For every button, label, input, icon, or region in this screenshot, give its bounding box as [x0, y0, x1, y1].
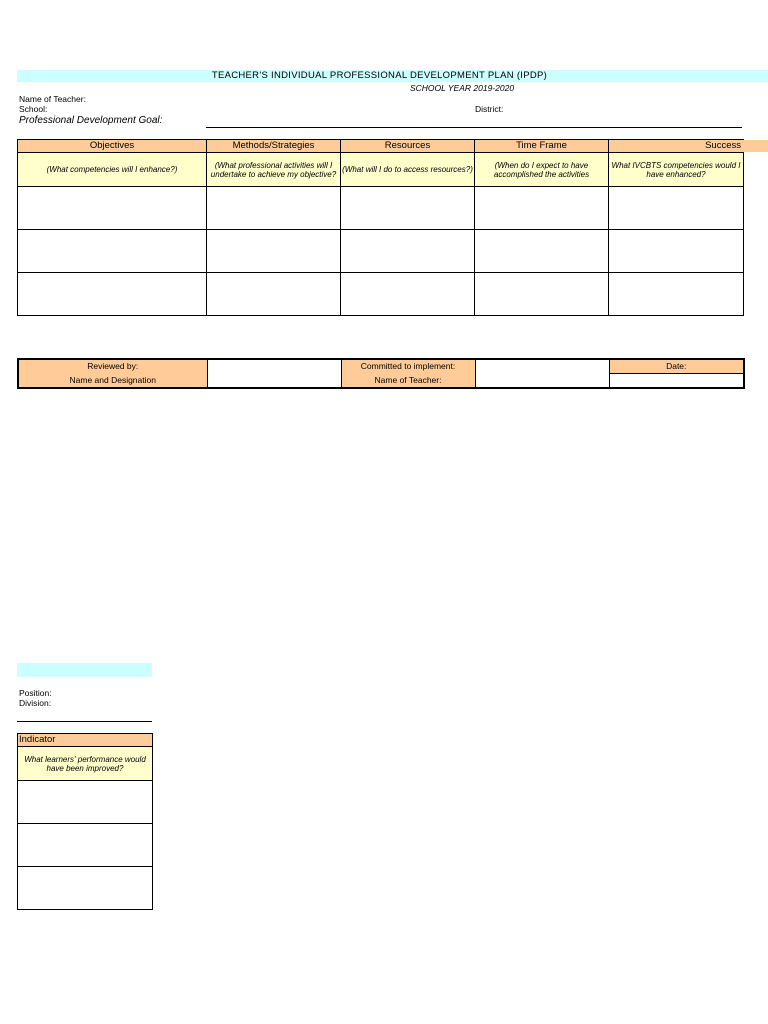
col-header-success: Success	[609, 140, 744, 153]
cell-success[interactable]	[609, 230, 744, 273]
plan-row	[18, 230, 744, 273]
school-label: School:	[19, 104, 48, 114]
cell-resources[interactable]	[341, 187, 475, 230]
col-header-indicator: Indicator	[18, 734, 153, 747]
cell-indicator[interactable]	[18, 781, 153, 824]
question-indicator: What learners' performance would have been improved?	[18, 747, 153, 781]
school-year: SCHOOL YEAR 2019-2020	[409, 83, 515, 93]
plan-table	[17, 139, 744, 316]
district-label: District:	[475, 104, 504, 114]
question-time-frame: (When do I expect to have accomplished the activities	[475, 153, 609, 187]
position-label: Position:	[19, 688, 52, 698]
name-of-teacher-sign-label: Name of Teacher:	[341, 374, 475, 389]
name-of-teacher-label: Name of Teacher:	[19, 94, 86, 104]
overflow-banner	[17, 663, 152, 677]
cell-methods[interactable]	[207, 230, 341, 273]
cell-methods[interactable]	[207, 273, 341, 316]
cell-time-frame[interactable]	[475, 273, 609, 316]
question-success: What IVCBTS competencies would I have enhanced?	[609, 153, 744, 187]
header-overflow-fill	[743, 140, 768, 152]
col-header-objectives: Objectives	[18, 140, 207, 153]
col-header-time-frame: Time Frame	[475, 140, 609, 153]
date-field[interactable]	[609, 374, 744, 389]
cell-indicator[interactable]	[18, 867, 153, 910]
question-objectives: (What competencies will I enhance?)	[18, 153, 207, 187]
cell-time-frame[interactable]	[475, 230, 609, 273]
cell-resources[interactable]	[341, 273, 475, 316]
cell-objectives[interactable]	[18, 230, 207, 273]
reviewed-by-label: Reviewed by:	[18, 359, 207, 374]
col-header-methods: Methods/Strategies	[207, 140, 341, 153]
cell-success[interactable]	[609, 187, 744, 230]
review-table	[17, 358, 745, 389]
teacher-signature-field[interactable]	[475, 359, 609, 388]
cell-indicator[interactable]	[18, 824, 153, 867]
cell-methods[interactable]	[207, 187, 341, 230]
division-label: Division:	[19, 698, 52, 708]
plan-row	[18, 187, 744, 230]
page-title: TEACHER'S INDIVIDUAL PROFESSIONAL DEVELOPMENT PLAN (IPDP)	[211, 70, 548, 81]
question-resources: (What will I do to access resources?)	[341, 153, 475, 187]
date-label: Date:	[609, 359, 744, 374]
cell-objectives[interactable]	[18, 273, 207, 316]
plan-row	[18, 273, 744, 316]
goal-underline	[206, 127, 742, 128]
committed-label: Committed to implement:	[341, 359, 475, 374]
name-designation-label: Name and Designation	[18, 374, 207, 389]
cell-time-frame[interactable]	[475, 187, 609, 230]
overflow-underline	[17, 721, 152, 722]
col-header-resources: Resources	[341, 140, 475, 153]
cell-success[interactable]	[609, 273, 744, 316]
question-methods: (What professional activities will I undertake to achieve my objective?	[207, 153, 341, 187]
development-goal-label: Professional Development Goal:	[19, 115, 163, 126]
reviewed-by-field[interactable]	[207, 359, 341, 388]
overflow-table	[17, 733, 153, 910]
cell-objectives[interactable]	[18, 187, 207, 230]
cell-resources[interactable]	[341, 230, 475, 273]
